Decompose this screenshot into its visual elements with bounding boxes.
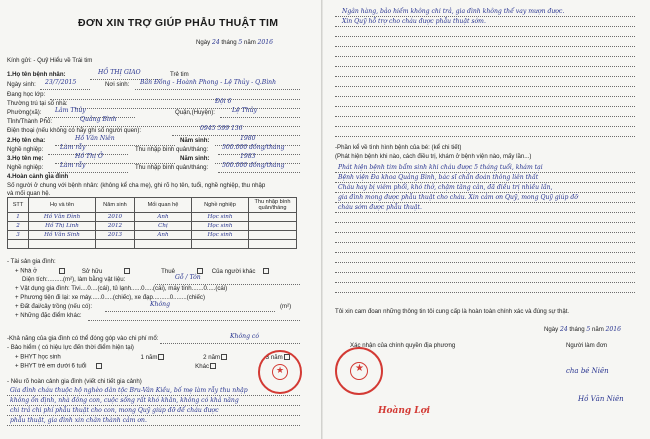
patient-name-label: 1.Họ tên bệnh nhân:	[7, 71, 66, 78]
table-cell	[96, 240, 135, 249]
form-title: ĐƠN XIN TRỢ GIÚP PHẪU THUẬT TIM	[78, 17, 279, 29]
circumstance-line: chi trả chi phí phẫu thuật cho con, mong Quỹ giúp đỡ để cháu được	[10, 407, 219, 414]
mother-income-label: Thu nhập bình quân/tháng:	[135, 164, 209, 171]
table-cell: Học sinh	[192, 231, 249, 240]
table-cell: 2013	[96, 231, 135, 240]
table-cell: Học sinh	[192, 222, 249, 231]
writing-line	[335, 282, 635, 283]
circumstance-line: Gia đình cháu thuộc hộ nghèo dân tộc Bru-Vân Kiều, bố mẹ làm rẫy thu nhập	[10, 387, 248, 394]
writing-line	[335, 26, 635, 27]
vehicles-line: + Phương tiện đi lại: xe máy......0.....(chiếc), xe đạp..........0........(chiếc)	[15, 294, 206, 301]
mother-income-value: 500.000 đồng/tháng	[222, 162, 285, 169]
area-line: Diện tích:.........(m²), làm bằng vật liệu:	[22, 276, 126, 283]
medical-line: Cháu hay bị viêm phổi, khó thở, chậm tăng cân, đã điều trị nhiều lần,	[338, 184, 553, 191]
father-job-value: Làm rẫy	[60, 144, 86, 151]
mother-name-label: 3.Họ tên mẹ:	[7, 155, 44, 162]
father-name-value: Hồ Văn Niên	[75, 135, 115, 142]
dob-label: Ngày sinh:	[7, 81, 36, 88]
table-cell	[249, 231, 297, 240]
table-cell: 3	[8, 231, 29, 240]
table-header: Nghề nghiệp	[192, 198, 249, 213]
family-intro-2: và mối quan hệ.	[7, 190, 51, 197]
red-seal-left: ★	[258, 350, 302, 394]
table-cell: Hồ Thị Linh	[29, 222, 96, 231]
right-top-line: Xin Quỹ hỗ trợ cho cháu được phẫu thuật sớm.	[342, 18, 486, 25]
mother-job-label: Nghề nghiệp:	[7, 164, 44, 171]
writing-line	[335, 96, 635, 97]
applicant-label: Người làm đơn	[566, 342, 608, 349]
medical-line: gia đình mong được phẫu thuật cho cháu. Xin cảm ơn Quỹ, mong Quỹ giúp đỡ	[338, 194, 578, 201]
table-cell	[249, 240, 297, 249]
writing-line	[335, 242, 635, 243]
other-features-line: + Những đặc điểm khác:	[15, 312, 82, 319]
red-seal-right: ★	[335, 347, 383, 395]
father-income-value: 500.000 đồng/tháng	[222, 144, 285, 151]
ward-value: Lâm Thủy	[55, 107, 86, 114]
father-name-label: 2.Họ tên cha:	[7, 137, 46, 144]
house-row: + Nhà ở Sở hữu Thuê Của người khác	[15, 268, 270, 275]
table-cell	[29, 240, 96, 249]
medical-line: Bệnh viện Đa khoa Quảng Bình, bác sĩ chẩn đoán thông liên thất	[338, 174, 539, 181]
mother-year-value: 1983	[240, 153, 256, 160]
father-year-value: 1980	[240, 135, 256, 142]
phone-value: 0945 599 136	[200, 125, 243, 132]
ward-label: Phường(xã):	[7, 109, 42, 116]
medical-line: cháu sớm được phẫu thuật.	[338, 204, 422, 211]
table-header: Họ và tên	[29, 198, 96, 213]
table-header: Năm sinh	[96, 198, 135, 213]
writing-line	[335, 46, 635, 47]
circumstance-line: phẫu thuật, gia đình xin chân thành cảm ơn.	[10, 417, 147, 424]
writing-line	[335, 292, 635, 293]
writing-line	[335, 86, 635, 87]
father-job-label: Nghề nghiệp:	[7, 146, 44, 153]
land-unit: (m²)	[280, 303, 292, 310]
local-authority-label: Xác nhận của chính quyền địa phương	[350, 342, 456, 349]
table-cell: Hồ Văn Sinh	[29, 231, 96, 240]
table-cell: Chị	[135, 222, 192, 231]
table-header: Mối quan hệ	[135, 198, 192, 213]
table-row	[8, 240, 297, 249]
table-row	[8, 222, 297, 231]
page-fold	[321, 0, 323, 439]
table-header: Thu nhập bình quân/tháng	[249, 198, 297, 213]
table-cell	[192, 240, 249, 249]
writing-line	[335, 202, 635, 203]
gender-label: Trẻ tim	[170, 71, 189, 78]
table-cell	[135, 240, 192, 249]
writing-line	[335, 192, 635, 193]
father-income-label: Thu nhập bình quân/tháng:	[135, 146, 209, 153]
land-value: Không	[150, 301, 170, 308]
mother-year-label: Năm sinh:	[180, 155, 210, 162]
household-items-line: + Vật dụng gia đình: Tivi....0....(cái), tủ lạnh......0.....(cái), máy tính.......0.....(cái)	[15, 285, 228, 292]
table-cell: 2012	[96, 222, 135, 231]
writing-line	[335, 182, 635, 183]
date-line: Ngày 24 tháng 5 năm 2016	[196, 39, 274, 46]
table-cell: Hồ Văn Đình	[29, 213, 96, 222]
greeting: Kính gửi: - Quỹ Hiểu về Trái tim	[7, 57, 93, 64]
phone-label: Điện thoại (nếu không có hãy ghi số người quen):	[7, 127, 142, 134]
area-value: Gỗ / Tôn	[175, 274, 201, 281]
family-intro: Số người ở chung với bệnh nhân: (không kể cha mẹ), ghi rõ họ tên, tuổi, nghề nghiệp, thu nhập	[7, 182, 266, 189]
mother-job-value: Làm rẫy	[60, 162, 86, 169]
table-cell	[249, 213, 297, 222]
insurance-line: - Bảo hiểm ( có hiệu lực đến thời điểm hiện tại)	[7, 344, 134, 351]
medical-subheading: (Phát hiện bệnh khi nào, cách điều trị, khám ở bệnh viện nào, mấy lần...)	[335, 153, 532, 160]
province-label: Tỉnh/Thành Phố:	[7, 118, 53, 125]
medical-heading: -Phần kể về tình hình bệnh của bé: (kể chi tiết)	[335, 144, 462, 151]
writing-line	[335, 116, 635, 117]
table-cell: 2	[8, 222, 29, 231]
family-heading: 4.Hoàn cảnh gia đình	[7, 173, 69, 180]
writing-line	[335, 56, 635, 57]
commitment-line: Tôi xin cam đoan những thông tin tôi cung cấp là hoàn toàn chính xác và đúng sự thật.	[335, 308, 570, 315]
table-cell	[8, 240, 29, 249]
writing-line	[335, 172, 635, 173]
medical-line: Phát hiện bệnh tim bẩm sinh khi cháu được 5 tháng tuổi, khám tại	[338, 164, 543, 171]
writing-line	[335, 272, 635, 273]
residence-label: Thường trú tại số nhà:	[7, 100, 68, 107]
writing-line	[335, 16, 635, 17]
birthplace-label: Nơi sinh:	[105, 81, 130, 88]
writing-line	[335, 222, 635, 223]
writing-line	[335, 252, 635, 253]
table-cell: 2010	[96, 213, 135, 222]
district-value: Lệ Thủy	[232, 107, 257, 114]
right-top-line: Ngân hàng, bảo hiểm không chi trả, gia đình không thể vay mượn được.	[342, 8, 565, 15]
bhyt-student-row: + BHYT học sinh 1 năm 2 năm 3 năm	[15, 354, 291, 361]
family-members-table	[7, 197, 297, 249]
writing-line	[335, 66, 635, 67]
contribution-line: -Khả năng của gia đình có thể đóng góp vào chi phí mổ:	[7, 335, 159, 342]
table-cell: Anh	[135, 231, 192, 240]
birthplace-value: Bản Đồng - Hoành Phong - Lệ Thủy - Q.Bình	[140, 79, 277, 86]
table-cell: Anh	[135, 213, 192, 222]
circumstance-line: không ổn định, nhà đông con, cuộc sống rất khó khăn, không có khả năng	[10, 397, 239, 404]
table-row	[8, 213, 297, 222]
stamp-signature: Hoàng Lợi	[378, 406, 431, 416]
writing-line	[335, 126, 635, 127]
contribution-value: Không có	[230, 333, 259, 340]
writing-line	[335, 262, 635, 263]
table-cell	[249, 222, 297, 231]
residence-value: Đội 6	[215, 98, 232, 105]
bhyt-under6-row: + BHYT trẻ em dưới 6 tuổi Khác	[15, 363, 217, 370]
province-value: Quảng Bình	[80, 116, 117, 123]
father-year-label: Năm sinh:	[180, 137, 210, 144]
land-line: + Đất đai/cây trồng (nếu có):	[15, 303, 93, 310]
mother-name-value: Hồ Thị Ở	[75, 153, 103, 160]
writing-line	[335, 36, 635, 37]
table-header: STT	[8, 198, 29, 213]
dob-value: 23/7/2015	[45, 79, 77, 86]
writing-line	[335, 76, 635, 77]
school-label: Đang học lớp:	[7, 91, 46, 98]
patient-name-value: HỒ THỊ GIAO	[98, 69, 141, 76]
writing-line	[335, 212, 635, 213]
assets-heading: - Tài sản gia đình:	[7, 258, 56, 265]
writing-line	[335, 136, 635, 137]
table-cell: 1	[8, 213, 29, 222]
applicant-signature: Hồ Văn Niên	[578, 395, 624, 403]
table-row	[8, 231, 297, 240]
district-label: Quận,(Huyện):	[175, 109, 215, 116]
writing-line	[335, 106, 635, 107]
writing-line	[335, 232, 635, 233]
right-date-line: Ngày 24 tháng 5 năm 2016	[544, 326, 622, 333]
circumstance-heading: - Nêu rõ hoàn cảnh gia đình (viết chi tiết gia cảnh)	[7, 378, 142, 385]
applicant-note: cha bé Niên	[566, 367, 609, 375]
table-cell: Học sinh	[192, 213, 249, 222]
